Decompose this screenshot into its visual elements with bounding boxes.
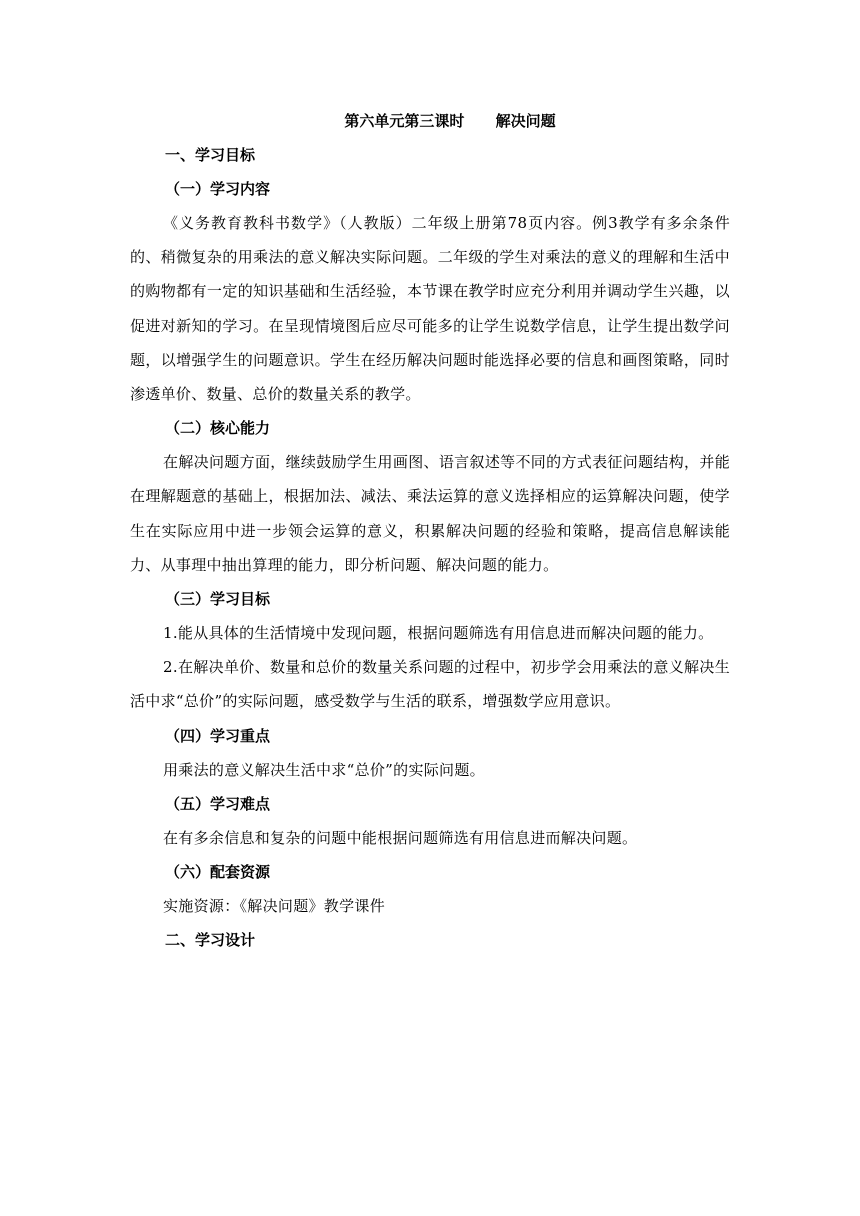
document-page <box>130 104 730 957</box>
objective-item-1: 1.能从具体的生活情境中发现问题，根据问题筛选有用信息进而解决问题的能力。 <box>163 624 714 643</box>
subsection-heading-objectives: （三）学习目标 <box>165 590 271 609</box>
document-title: 第六单元第三课时 解决问题 <box>344 112 556 130</box>
resources-paragraph: 实施资源：《解决问题》教学课件 <box>163 896 386 915</box>
subsection-heading-core-ability: （二）核心能力 <box>165 419 271 438</box>
subsection-heading-difficulties: （五）学习难点 <box>165 794 271 813</box>
section-heading-learning-goals: 一、学习目标 <box>165 146 256 164</box>
core-ability-paragraph: 在解决问题方面，继续鼓励学生用画图、语言叙述等不同的方式表征问题结构，并能在理解题意的基础上，根据加法、减法、乘法运算的意义选择相应的运算解决问题，使学生在实际应用中进一步领会运算的意义，积累解决问题的经验和策略，提高信息解读能力、从事理中抽出算理的能力，即分析问题、解决问题的能力。 <box>130 453 730 574</box>
subsection-heading-content: （一）学习内容 <box>165 180 271 198</box>
content-paragraph: 《义务教育教科书数学》（人教版）二年级上册第78页内容。例3教学有多余条件的、稍微复杂的用乘法的意义解决实际问题。二年级的学生对乘法的意义的理解和生活中的购物都有一定的知识基础和生活经验，本节课在教学时应充分利用并调动学生兴趣，以促进对新知的学习。在呈现情境图后应尽可能多的让学生说数学信息，让学生提出数学问题，以增强学生的问题意识。学生在经历解决问题时能选择必要的信息和画图策略，同时渗透单价、数量、总价的数量关系的教学。 <box>130 214 730 404</box>
subsection-heading-resources: （六）配套资源 <box>165 862 271 881</box>
difficulties-paragraph: 在有多余信息和复杂的问题中能根据问题筛选有用信息进而解决问题。 <box>163 828 638 847</box>
subsection-heading-key-points: （四）学习重点 <box>165 726 271 745</box>
objective-item-2: 2.在解决单价、数量和总价的数量关系问题的过程中，初步学会用乘法的意义解决生活中求“总价”的实际问题，感受数学与生活的联系，增强数学应用意识。 <box>130 658 730 711</box>
key-points-paragraph: 用乘法的意义解决生活中求“总价”的实际问题。 <box>163 760 485 779</box>
section-heading-learning-design: 二、学习设计 <box>165 930 256 949</box>
